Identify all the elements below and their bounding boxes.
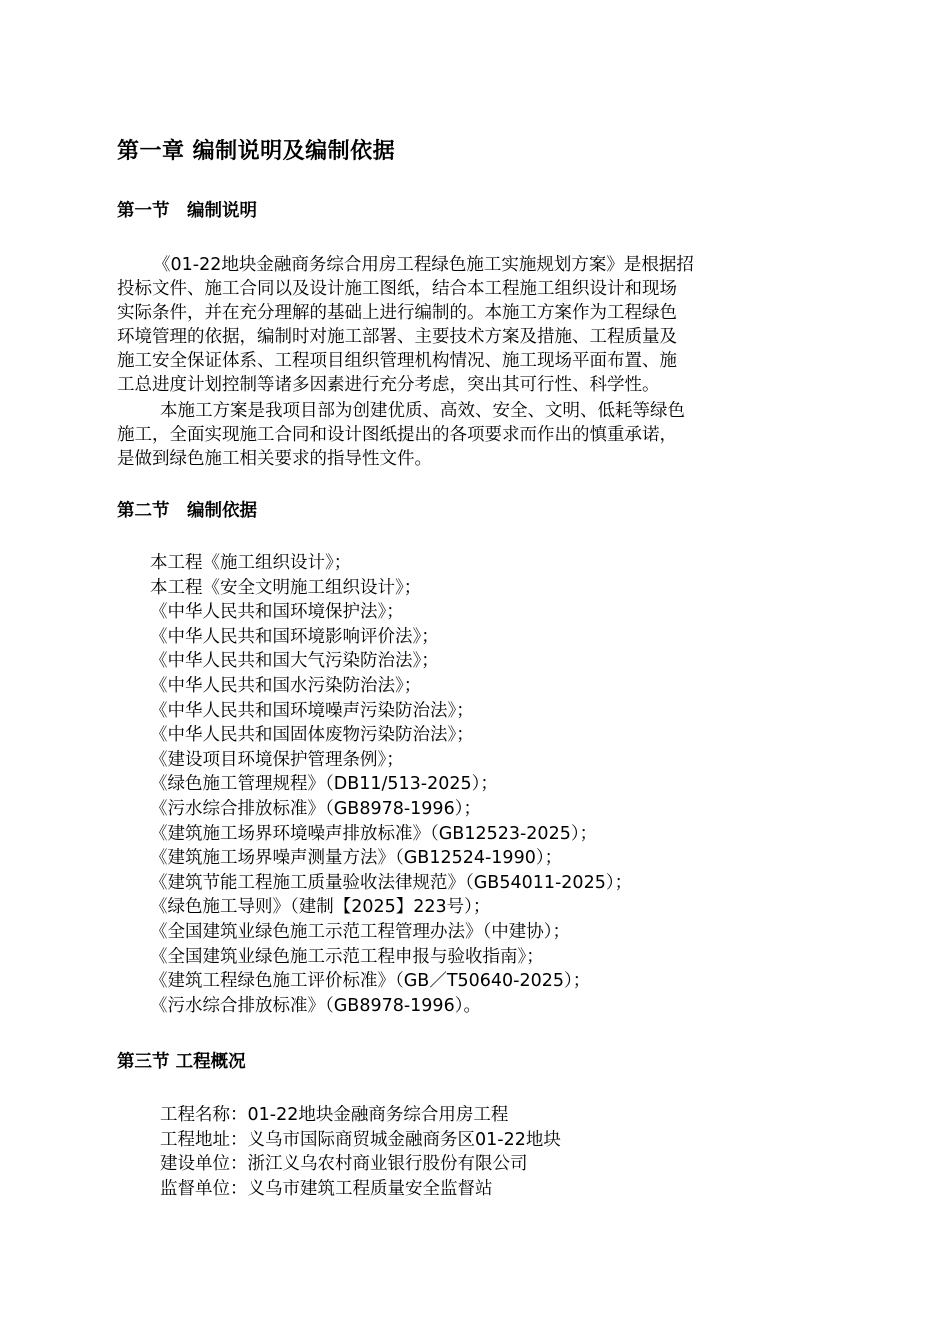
list-item: 《中华人民共和国环境影响评价法》； [150,626,439,647]
compilation-basis-list [150,551,632,1018]
list-item: 《建设项目环境保护管理条例》； [150,749,404,770]
project-overview-list [160,1103,561,1201]
list-item: 《中华人民共和国固体废物污染防治法》； [150,725,474,746]
list-item: 《绿色施工管理规程》（DB11/513-2025）； [150,774,498,795]
list-item: 《中华人民共和国环境保护法》； [150,602,404,623]
paragraph-line: 实际条件，并在充分理解的基础上进行编制的。本施工方案作为工程绿色 [117,303,677,323]
section-title-project-overview: 第三节 工程概况 [117,1052,246,1072]
paragraph-line: 是做到绿色施工相关要求的指导性文件。 [117,449,432,469]
paragraph-line: 环境管理的依据，编制时对施工部署、主要技术方案及措施、工程质量及 [117,327,677,347]
list-item: 《中华人民共和国大气污染防治法》； [150,651,439,672]
supervision-unit-row: 监督单位：义乌市建筑工程质量安全监督站 [160,1178,493,1199]
list-item: 本工程《安全文明施工组织设计》； [150,577,422,598]
compilation-notes-paragraph-1 [117,253,839,397]
paragraph-line: 施工，全面实现施工合同和设计图纸提出的各项要求而作出的慎重承诺， [117,425,677,445]
project-address-row: 工程地址：义乌市国际商贸城金融商务区01-22地块 [160,1129,561,1150]
list-item: 《建筑施工场界环境噪声排放标准》（GB12523-2025）； [150,823,598,844]
list-item: 《污水综合排放标准》（GB8978-1996）。 [150,995,481,1016]
list-item: 《污水综合排放标准》（GB8978-1996）； [150,798,481,819]
paragraph-line: 施工安全保证体系、工程项目组织管理机构情况、施工现场平面布置、施 [117,351,677,371]
list-item: 《绿色施工导则》（建制【2025】223号）； [150,897,491,918]
section-title-compilation-basis: 第二节 编制依据 [117,501,257,521]
construction-unit-row: 建设单位：浙江义乌农村商业银行股份有限公司 [160,1154,528,1174]
list-item: 《建筑工程绿色施工评价标准》（GB／T50640-2025）； [150,971,591,992]
list-item: 《建筑节能工程施工质量验收法律规范》（GB54011-2025）； [150,872,633,893]
project-name-row: 工程名称：01-22地块金融商务综合用房工程 [160,1105,509,1125]
list-item: 《全国建筑业绿色施工示范工程申报与验收指南》； [150,946,544,967]
chapter-title: 第一章 编制说明及编制依据 [117,139,396,164]
paragraph-line: 本施工方案是我项目部为创建优质、高效、安全、文明、低耗等绿色 [160,401,685,421]
list-item: 《中华人民共和国环境噪声污染防治法》； [150,700,474,721]
paragraph-line: 工总进度计划控制等诸多因素进行充分考虑，突出其可行性、科学性。 [117,375,660,395]
list-item: 本工程《施工组织设计》； [150,553,352,573]
compilation-notes-paragraph-2 [117,399,839,471]
list-item: 《全国建筑业绿色施工示范工程管理办法》（中建协）； [150,921,570,942]
section-title-compilation-notes: 第一节 编制说明 [117,201,257,221]
list-item: 《中华人民共和国水污染防治法》； [150,675,422,696]
list-item: 《建筑施工场界噪声测量方法》（GB12524-1990）； [150,848,563,869]
paragraph-line: 《01-22地块金融商务综合用房工程绿色施工实施规划方案》是根据招 [153,255,694,275]
paragraph-line: 投标文件、施工合同以及设计施工图纸，结合本工程施工组织设计和现场 [117,279,677,299]
